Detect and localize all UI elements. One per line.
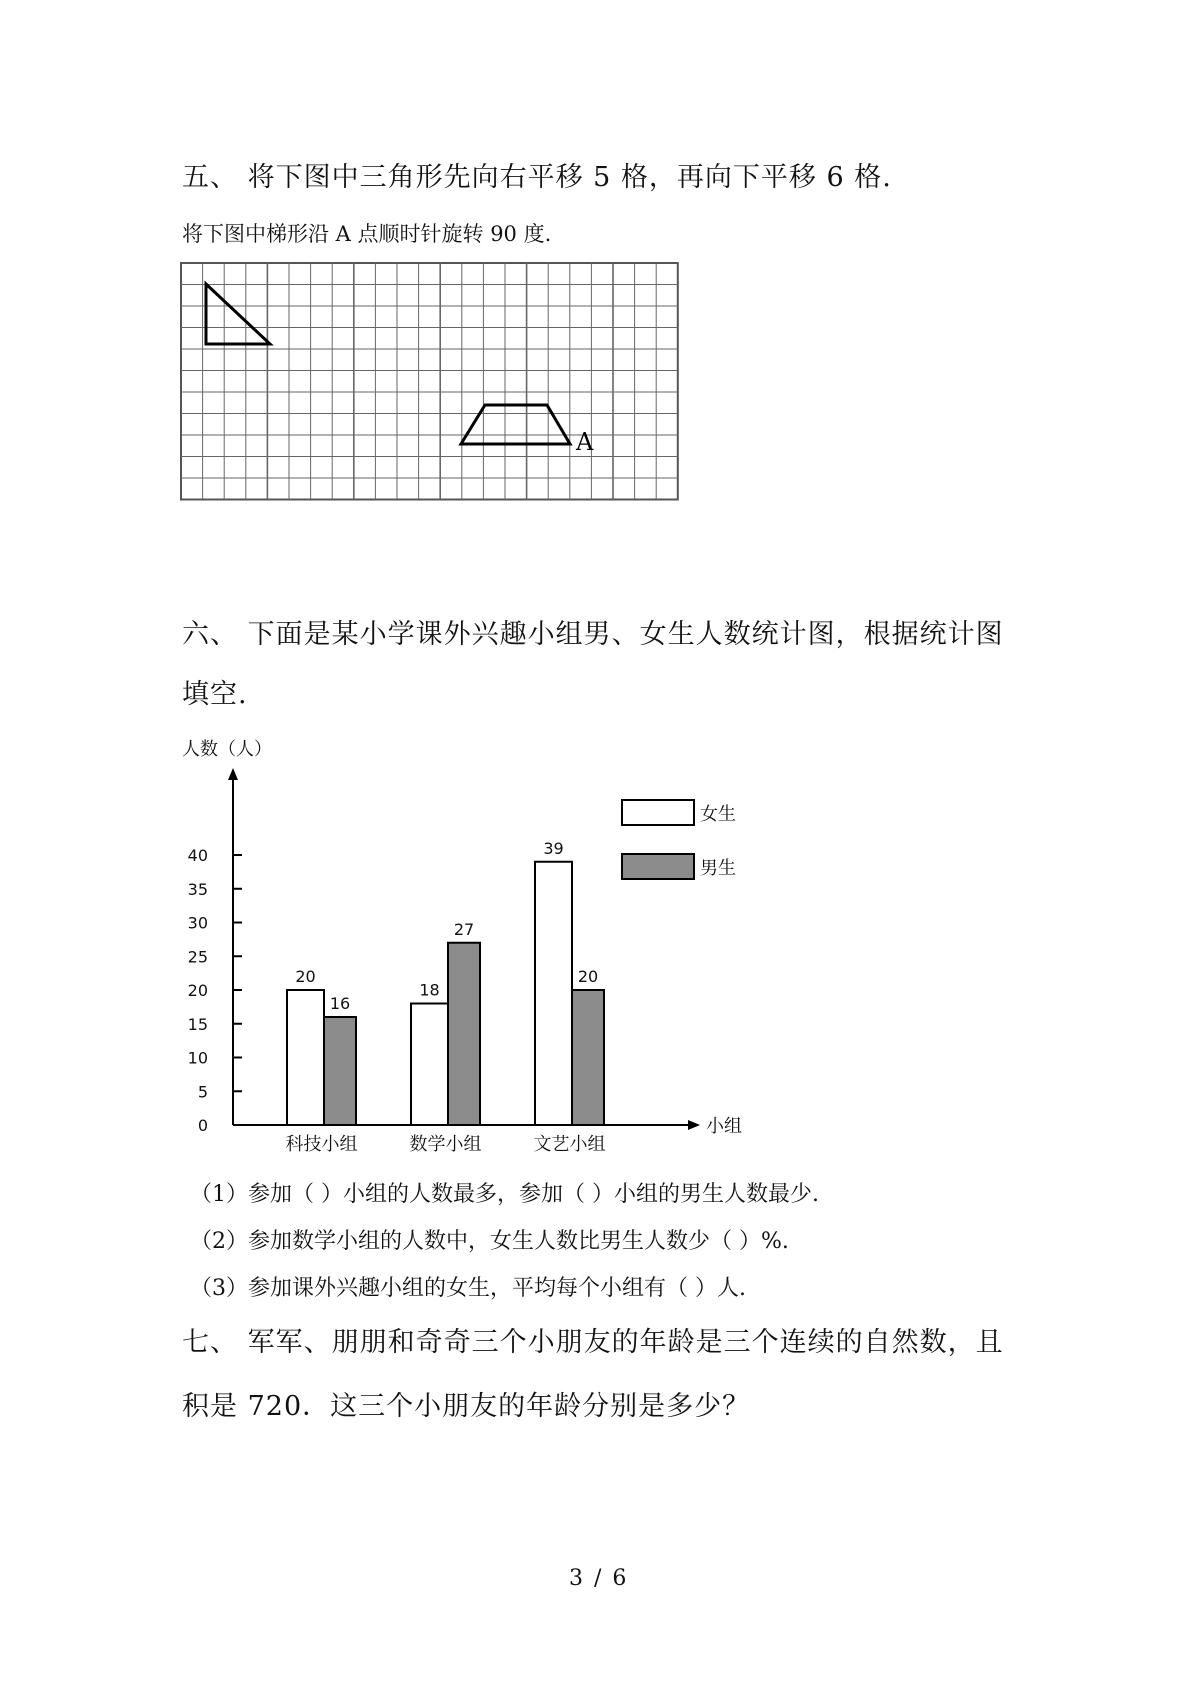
category-label: 科技小组	[285, 1134, 358, 1155]
section6-title-line2: 填空.	[182, 679, 248, 710]
bar-male	[324, 1017, 356, 1125]
y-tick-label: 40	[187, 846, 208, 865]
x-axis-label: 小组	[706, 1116, 742, 1137]
category-label: 数学小组	[409, 1134, 482, 1155]
legend-swatch	[622, 800, 694, 825]
bar-value-label: 27	[453, 919, 475, 939]
question-1: （1）参加（ ）小组的人数最多，参加（ ）小组的男生人数最少.	[190, 1182, 819, 1207]
bar-value-label: 20	[577, 967, 599, 986]
bar-female	[535, 862, 572, 1125]
y-tick-label: 0	[197, 1116, 208, 1135]
translation-grid	[180, 262, 720, 532]
y-axis-label: 人数（人）	[182, 739, 272, 760]
legend-label: 女生	[700, 804, 736, 825]
bar-value-label: 18	[419, 980, 440, 1000]
bar-chart	[170, 730, 770, 1170]
bar-female	[287, 990, 324, 1125]
bar-value-label: 39	[543, 838, 564, 858]
question-2: （2）参加数学小组的人数中，女生人数比男生人数少（ ）%.	[190, 1229, 789, 1254]
page-number: 3 / 6	[569, 1566, 629, 1591]
bar-value-label: 16	[329, 994, 351, 1013]
grid-lines	[181, 263, 678, 500]
y-axis-arrow	[228, 768, 238, 780]
y-tick-label: 20	[187, 981, 208, 1000]
y-tick-label: 15	[187, 1014, 208, 1034]
bar-male	[572, 990, 604, 1125]
legend-label: 男生	[700, 858, 736, 879]
bar-male	[448, 943, 480, 1125]
bar-value-label: 20	[295, 967, 316, 986]
section5-subtitle: 将下图中梯形沿 A 点顺时针旋转 90 度.	[182, 222, 552, 246]
triangle-shape	[206, 284, 270, 344]
section7-line2: 积是 720．这三个小朋友的年龄分别是多少？	[182, 1391, 751, 1422]
y-tick-label: 25	[187, 947, 208, 967]
question-3: （3）参加课外兴趣小组的女生，平均每个小组有（ ）人.	[190, 1276, 746, 1301]
category-label: 文艺小组	[533, 1134, 606, 1155]
point-a-label: A	[576, 428, 594, 456]
y-tick-label: 35	[187, 879, 208, 899]
trapezoid-shape	[461, 405, 570, 444]
y-tick-label: 10	[187, 1048, 208, 1068]
legend-swatch	[622, 854, 694, 879]
x-axis-arrow	[688, 1120, 700, 1130]
section5-title: 五、 将下图中三角形先向右平移 5 格，再向下平移 6 格.	[182, 162, 892, 193]
section6-title-line1: 六、 下面是某小学课外兴趣小组男、女生人数统计图，根据统计图	[182, 619, 1004, 650]
y-tick-label: 30	[187, 913, 208, 933]
y-tick-label: 5	[197, 1082, 208, 1102]
bar-female	[411, 1004, 448, 1126]
section7-line1: 七、 军军、朋朋和奇奇三个小朋友的年龄是三个连续的自然数，且	[182, 1327, 1004, 1358]
